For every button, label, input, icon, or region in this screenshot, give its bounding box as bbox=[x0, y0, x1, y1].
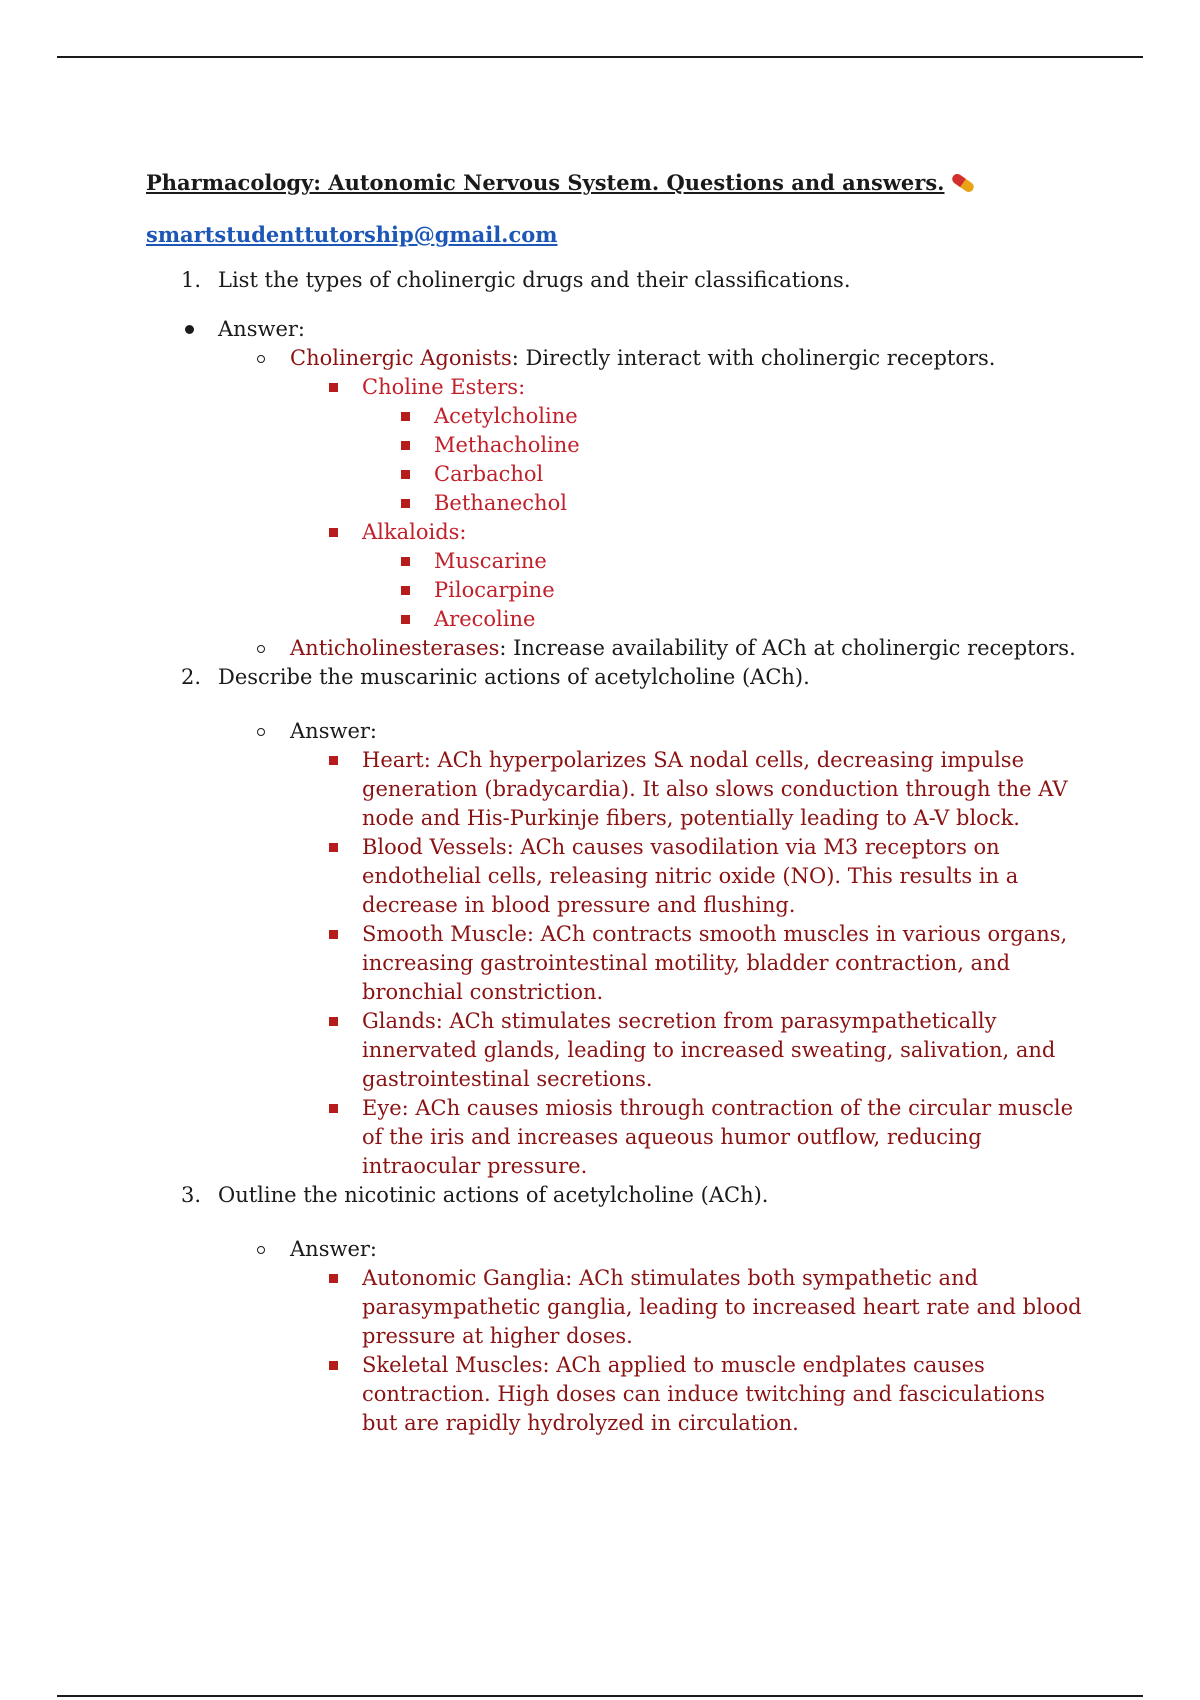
nicotinic-item: Skeletal Muscles: ACh applied to muscle endplates causes contraction. High doses can induce twitching and fasciculations but are rapidly hydrolyzed in circulation. bbox=[362, 1353, 1045, 1435]
list-item bbox=[146, 576, 1086, 605]
agonists-line bbox=[290, 344, 1086, 373]
list-item bbox=[146, 833, 1086, 920]
list-item bbox=[146, 920, 1086, 1007]
top-rule bbox=[57, 56, 1143, 58]
bullet-square bbox=[329, 1274, 338, 1283]
bullet-square bbox=[401, 586, 410, 595]
question-3 bbox=[146, 1181, 1086, 1210]
muscarinic-item: Smooth Muscle: ACh contracts smooth muscles in various organs, increasing gastrointestinal motility, bladder contraction, and bronchial constriction. bbox=[362, 922, 1068, 1004]
list-item bbox=[146, 746, 1086, 833]
answer-label: Answer: bbox=[290, 1237, 377, 1261]
bullet-square bbox=[401, 441, 410, 450]
bullet-square bbox=[329, 843, 338, 852]
agonists-term: Cholinergic Agonists bbox=[290, 346, 512, 370]
ester-item: Acetylcholine bbox=[434, 404, 578, 428]
q2-answer-row bbox=[146, 717, 1086, 746]
anticholinesterases-desc: : Increase availability of ACh at cholinergic receptors. bbox=[499, 636, 1076, 660]
q1-alkaloids-row bbox=[146, 518, 1086, 547]
bullet-circle bbox=[257, 1246, 265, 1254]
bullet-square bbox=[329, 1104, 338, 1113]
anticholinesterases-line bbox=[290, 634, 1086, 663]
list-item bbox=[146, 1007, 1086, 1094]
bullet-square bbox=[329, 383, 338, 392]
ester-item: Carbachol bbox=[434, 462, 544, 486]
bullet-square bbox=[401, 499, 410, 508]
question-number: 3. bbox=[181, 1183, 202, 1207]
list-item bbox=[146, 402, 1086, 431]
document-title-row bbox=[146, 168, 1086, 197]
nicotinic-item: Autonomic Ganglia: ACh stimulates both sympathetic and parasympathetic ganglia, leading to increased heart rate and blood pressure at higher doses. bbox=[362, 1266, 1082, 1348]
anticholinesterases-term: Anticholinesterases bbox=[290, 636, 500, 660]
list-item bbox=[146, 1094, 1086, 1181]
document-page bbox=[146, 168, 1086, 1438]
bullet-square bbox=[401, 557, 410, 566]
ester-item: Bethanechol bbox=[434, 491, 567, 515]
list-item bbox=[146, 547, 1086, 576]
bullet-square bbox=[329, 756, 338, 765]
question-number: 2. bbox=[181, 665, 202, 689]
bullet-square bbox=[329, 930, 338, 939]
question-text: Outline the nicotinic actions of acetylcholine (ACh). bbox=[218, 1183, 769, 1207]
question-2 bbox=[146, 663, 1086, 692]
muscarinic-item: Eye: ACh causes miosis through contraction of the circular muscle of the iris and increases aqueous humor outflow, reducing intraocular pressure. bbox=[362, 1096, 1074, 1178]
bottom-rule bbox=[57, 1695, 1143, 1697]
q1-answer-row bbox=[146, 315, 1086, 344]
muscarinic-item: Glands: ACh stimulates secretion from parasympathetically innervated glands, leading to increased sweating, salivation, and gastrointestinal secretions. bbox=[362, 1009, 1056, 1091]
bullet-square bbox=[329, 1017, 338, 1026]
alkaloid-item: Muscarine bbox=[434, 549, 547, 573]
bullet-square bbox=[329, 1361, 338, 1370]
bullet-square bbox=[401, 412, 410, 421]
list-item bbox=[146, 1351, 1086, 1438]
question-text: List the types of cholinergic drugs and their classifications. bbox=[218, 268, 851, 292]
document-title: Pharmacology: Autonomic Nervous System. Questions and answers. bbox=[146, 170, 945, 195]
question-text: Describe the muscarinic actions of acetylcholine (ACh). bbox=[218, 665, 810, 689]
answer-label: Answer: bbox=[290, 719, 377, 743]
answer-label: Answer: bbox=[218, 317, 305, 341]
bullet-circle bbox=[257, 645, 265, 653]
alkaloids-label: Alkaloids: bbox=[362, 520, 467, 544]
pill-icon bbox=[948, 172, 978, 194]
question-1 bbox=[146, 266, 1086, 295]
list-item bbox=[146, 431, 1086, 460]
q1-agonists-row bbox=[146, 344, 1086, 373]
list-item bbox=[146, 460, 1086, 489]
bullet-square bbox=[401, 470, 410, 479]
bullet-disc bbox=[185, 325, 194, 334]
bullet-circle bbox=[257, 355, 265, 363]
esters-label: Choline Esters: bbox=[362, 375, 526, 399]
agonists-desc: : Directly interact with cholinergic receptors. bbox=[511, 346, 996, 370]
list-item bbox=[146, 489, 1086, 518]
q3-answer-row bbox=[146, 1235, 1086, 1264]
question-number: 1. bbox=[181, 268, 202, 292]
muscarinic-item: Heart: ACh hyperpolarizes SA nodal cells, decreasing impulse generation (bradycardia). It also slows conduction through the AV node and His-Purkinje fibers, potentially leading to A-V block. bbox=[362, 748, 1068, 830]
alkaloid-item: Arecoline bbox=[434, 607, 536, 631]
q1-anticholinesterases-row bbox=[146, 634, 1086, 663]
q1-esters-row bbox=[146, 373, 1086, 402]
email-link[interactable]: smartstudenttutorship@gmail.com bbox=[146, 222, 558, 247]
list-item bbox=[146, 1264, 1086, 1351]
bullet-square bbox=[329, 528, 338, 537]
bullet-square bbox=[401, 615, 410, 624]
alkaloid-item: Pilocarpine bbox=[434, 578, 555, 602]
ester-item: Methacholine bbox=[434, 433, 580, 457]
list-item bbox=[146, 605, 1086, 634]
bullet-circle bbox=[257, 728, 265, 736]
muscarinic-item: Blood Vessels: ACh causes vasodilation via M3 receptors on endothelial cells, releasing nitric oxide (NO). This results in a decrease in blood pressure and flushing. bbox=[362, 835, 1019, 917]
